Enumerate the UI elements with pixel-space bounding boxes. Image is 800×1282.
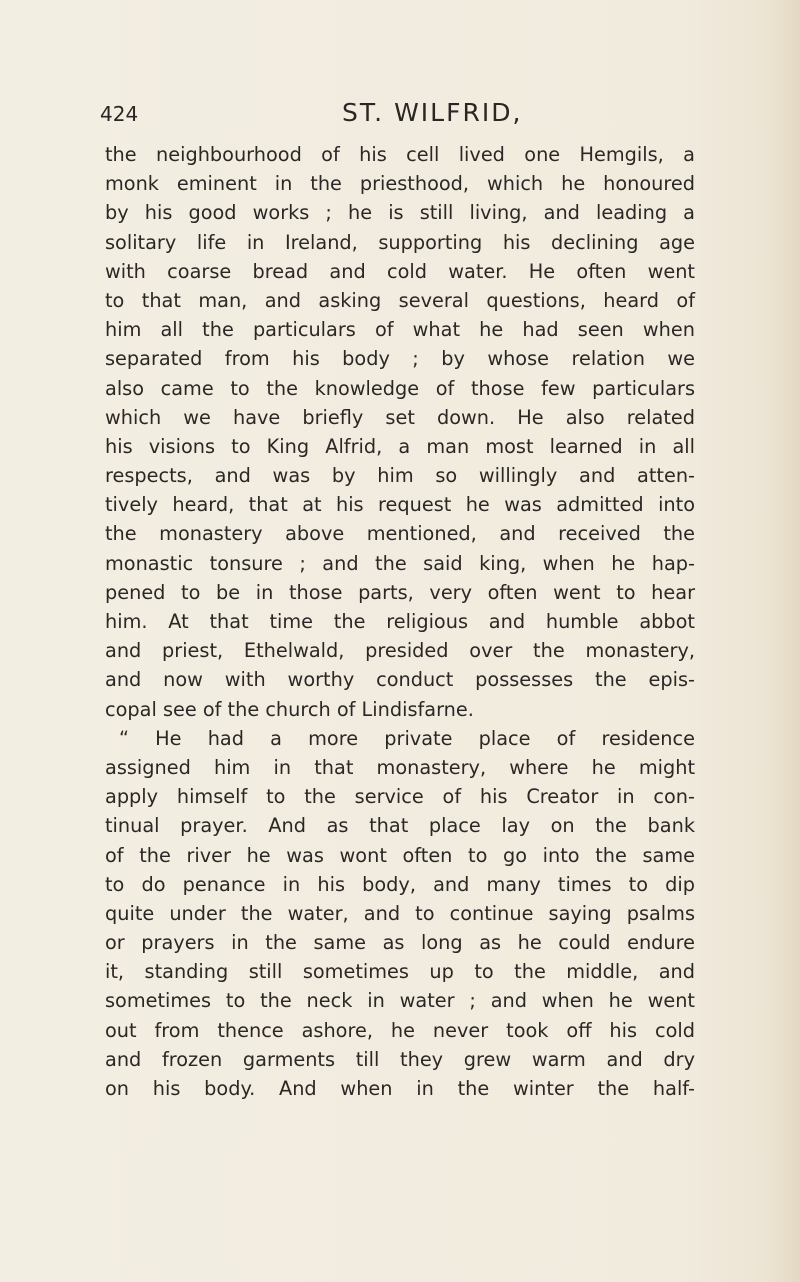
text-line: copal see of the church of Lindisfarne. <box>105 697 474 721</box>
text-line: by his good works ; he is still living, and leading a <box>105 201 695 225</box>
text-line: or prayers in the same as long as he could endure <box>105 931 695 955</box>
text-line: monastic tonsure ; and the said king, when he hap- <box>105 551 695 575</box>
text-line: him. At that time the religious and humble abbot <box>105 610 695 633</box>
text-line: pened to be in those parts, very often went to hear <box>105 580 695 604</box>
page-number: 424 <box>100 102 139 126</box>
text-line: solitary life in Ireland, supporting his declining age <box>105 230 695 254</box>
running-head: ST. WILFRID, <box>342 98 523 127</box>
body-text <box>105 140 695 1103</box>
text-line: sometimes to the neck in water ; and when he went <box>105 989 695 1013</box>
text-line: and now with worthy conduct possesses the epis- <box>105 668 695 692</box>
text-line: the monastery above mentioned, and received the <box>105 522 695 546</box>
text-line: of the river he was wont often to go into the same <box>105 843 695 867</box>
text-line: quite under the water, and to continue saying psalms <box>105 901 695 925</box>
text-line: the neighbourhood of his cell lived one Hemgils, a <box>105 143 695 166</box>
text-line: also came to the knowledge of those few particulars <box>105 376 695 400</box>
text-line: to do penance in his body, and many times to dip <box>105 872 695 896</box>
text-line: and frozen garments till they grew warm and dry <box>105 1047 695 1071</box>
text-line: it, standing still sometimes up to the middle, and <box>105 960 695 984</box>
text-line: which we have briefly set down. He also related <box>105 405 695 429</box>
text-line: his visions to King Alfrid, a man most learned in all <box>105 434 695 458</box>
text-line: tinual prayer. And as that place lay on the bank <box>105 814 695 838</box>
text-line: him all the particulars of what he had seen when <box>105 318 695 342</box>
text-line: assigned him in that monastery, where he might <box>105 755 695 779</box>
text-line: separated from his body ; by whose relation we <box>105 347 695 371</box>
page-header <box>100 98 700 128</box>
text-line: respects, and was by him so willingly and atten- <box>105 464 695 488</box>
text-line: out from thence ashore, he never took off his cold <box>105 1018 695 1042</box>
text-line: with coarse bread and cold water. He often went <box>105 259 695 283</box>
text-line: tively heard, that at his request he was admitted into <box>105 493 695 517</box>
text-line: and priest, Ethelwald, presided over the monastery, <box>105 639 695 663</box>
text-line: to that man, and asking several questions, heard of <box>105 288 695 312</box>
text-line: apply himself to the service of his Creator in con- <box>105 785 695 809</box>
text-line: “ He had a more private place of residence <box>119 726 695 750</box>
text-line: monk eminent in the priesthood, which he honoured <box>105 172 695 196</box>
text-line: on his body. And when in the winter the half- <box>105 1077 695 1100</box>
